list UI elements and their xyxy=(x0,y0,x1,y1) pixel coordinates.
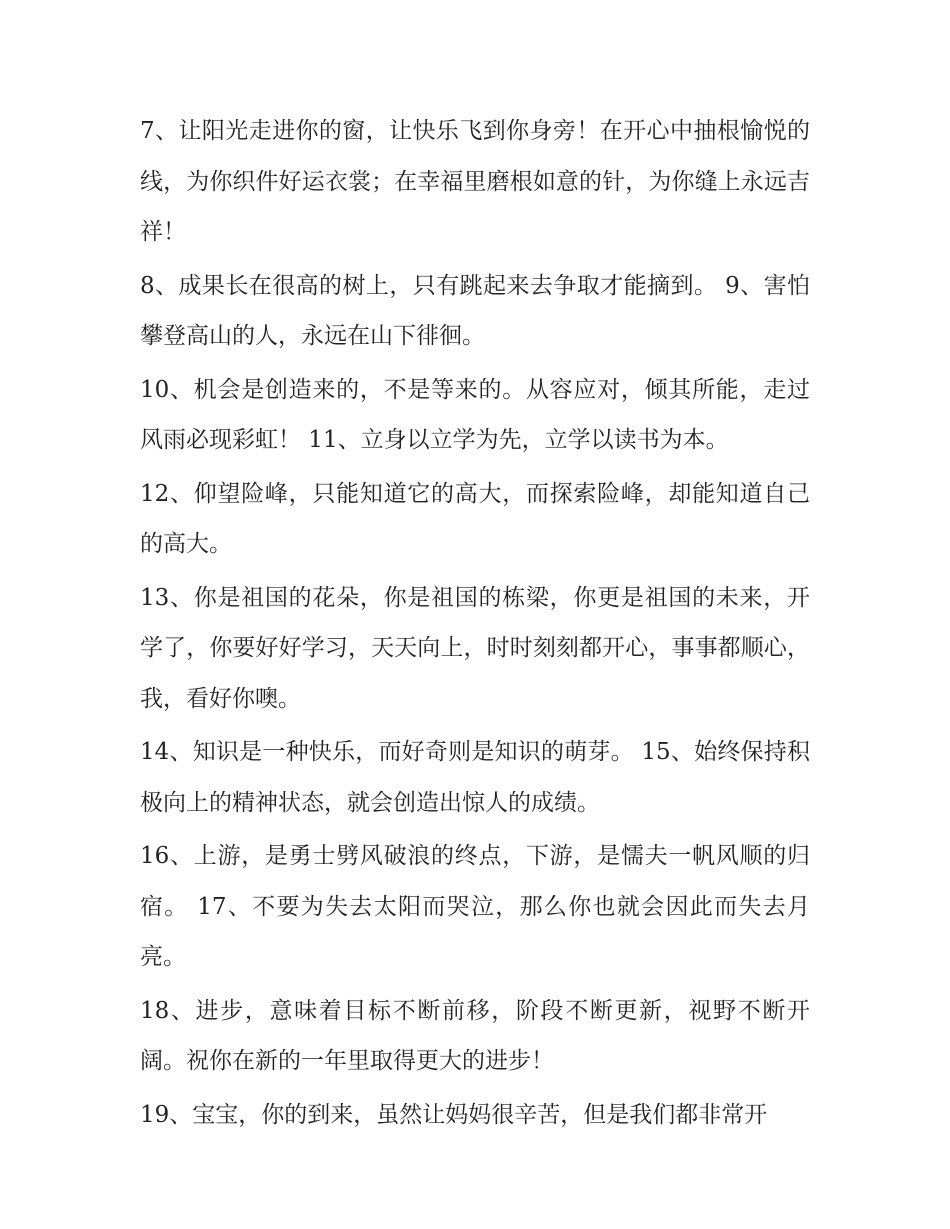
paragraph-16-17: 16、上游，是勇士劈风破浪的终点，下游，是懦夫一帆风顺的归宿。 17、不要为失去太阳而哭泣，那么你也就会因此而失去月亮。 xyxy=(140,843,810,970)
paragraph-10-11: 10、机会是创造来的，不是等来的。从容应对，倾其所能，走过风雨必现彩虹！ 11、立身以立学为先，立学以读书为本。 xyxy=(140,376,810,453)
paragraph-7: 7、让阳光走进你的窗，让快乐飞到你身旁！在开心中抽根愉悦的线，为你织件好运衣裳；在幸福里磨根如意的针，为你缝上永远吉祥！ xyxy=(140,118,810,245)
paragraph-8-9: 8、成果长在很高的树上，只有跳起来去争取才能摘到。 9、害怕攀登高山的人，永远在山下徘徊。 xyxy=(140,272,810,349)
paragraph-13: 13、你是祖国的花朵，你是祖国的栋梁，你更是祖国的未来，开学了，你要好好学习，天天向上，时时刻刻都开心，事事都顺心，我，看好你噢。 xyxy=(140,584,810,712)
paragraph-19: 19、宝宝，你的到来，虽然让妈妈很辛苦，但是我们都非常开 xyxy=(140,1101,768,1128)
paragraph-18: 18、进步，意味着目标不断前移，阶段不断更新，视野不断开阔。祝你在新的一年里取得更大的进步！ xyxy=(140,997,810,1074)
document-body xyxy=(140,106,810,1143)
paragraph-14-15: 14、知识是一种快乐，而好奇则是知识的萌芽。 15、始终保持积极向上的精神状态，就会创造出惊人的成绩。 xyxy=(140,739,810,816)
paragraph-12: 12、仰望险峰，只能知道它的高大，而探索险峰，却能知道自己的高大。 xyxy=(140,480,810,557)
